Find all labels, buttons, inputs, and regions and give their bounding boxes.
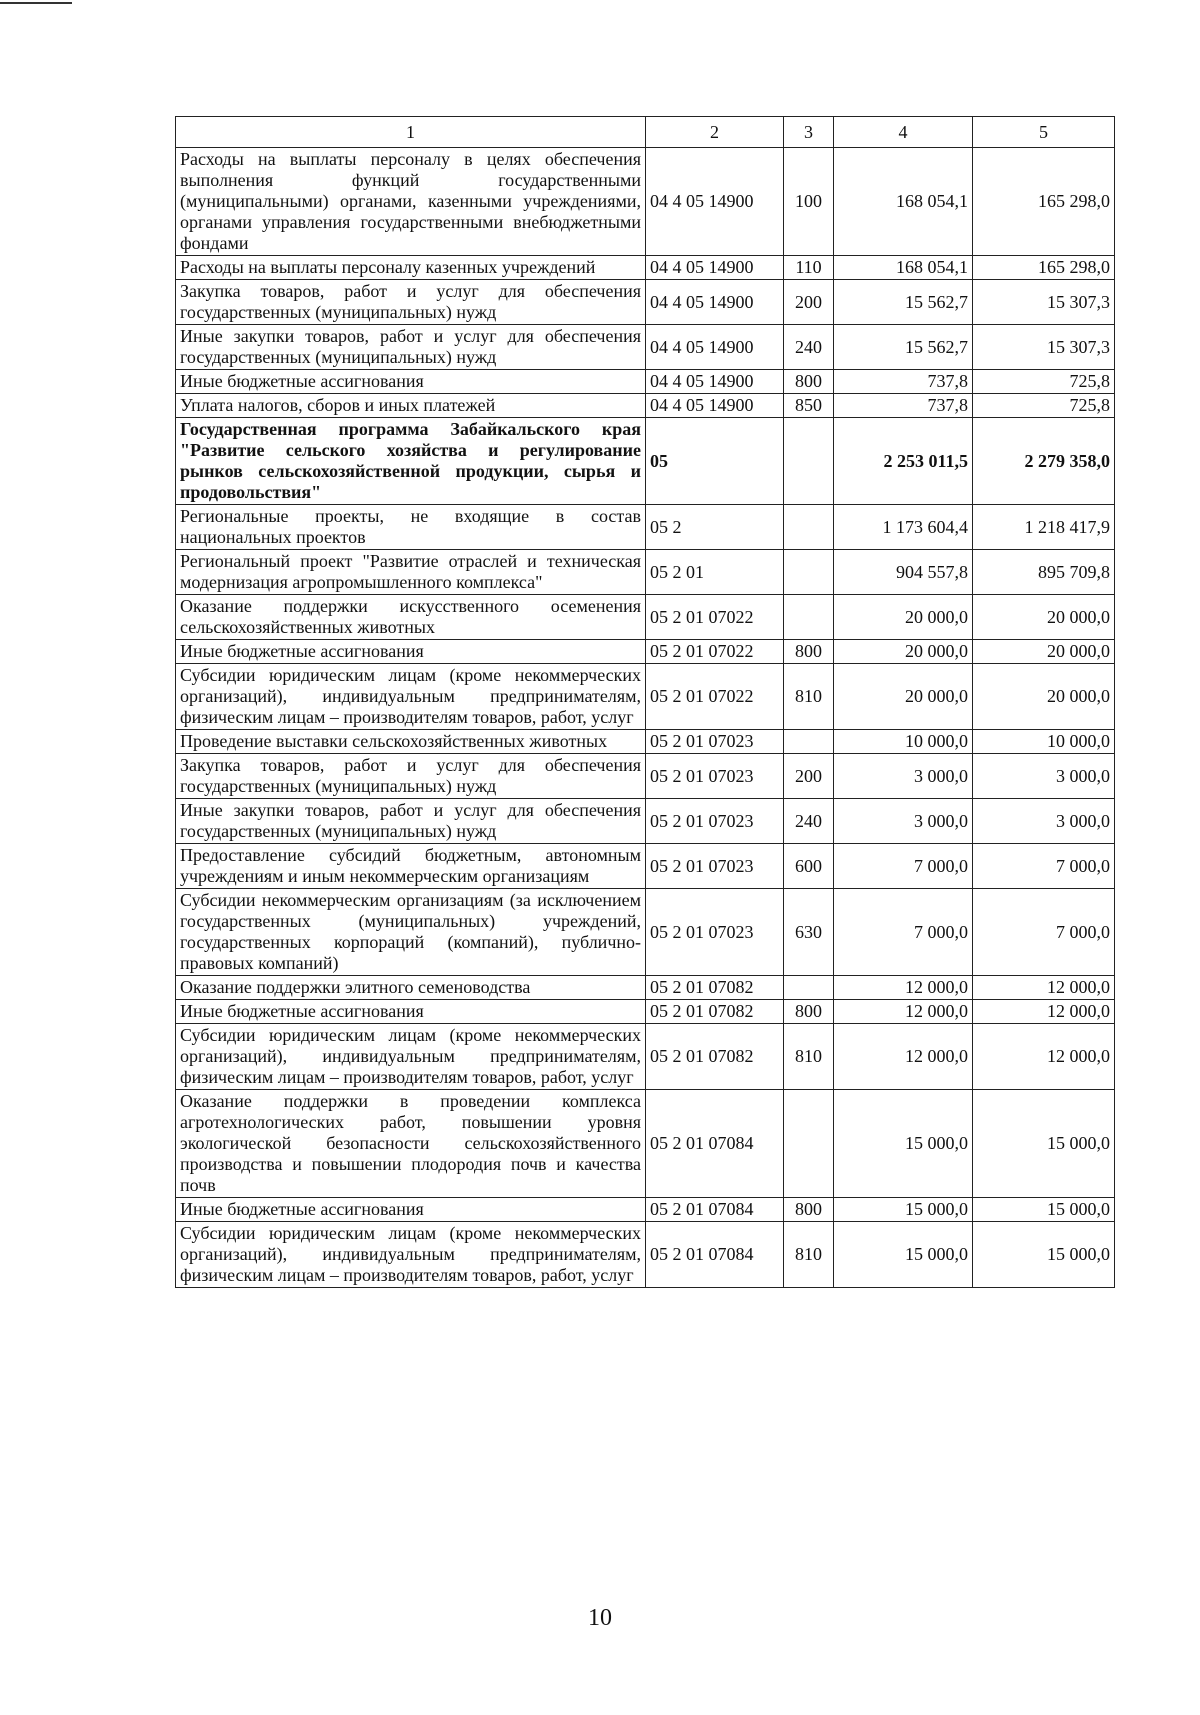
- row-expense-type-cell: [784, 730, 834, 754]
- table-row: [176, 730, 1115, 754]
- row-code-cell: 05 2 01 07084: [646, 1090, 784, 1198]
- row-expense-type-cell: 240: [784, 325, 834, 370]
- table-row: [176, 889, 1115, 976]
- row-code-cell: 05 2 01 07084: [646, 1222, 784, 1288]
- row-amount-2-cell: 12 000,0: [973, 976, 1115, 1000]
- table-row: [176, 754, 1115, 799]
- row-code-cell: 05 2 01 07023: [646, 889, 784, 976]
- row-expense-type-cell: [784, 595, 834, 640]
- row-code-cell: 04 4 05 14900: [646, 280, 784, 325]
- header-col-4: 4: [834, 117, 973, 148]
- row-expense-type-cell: 810: [784, 664, 834, 730]
- row-expense-type-cell: 200: [784, 280, 834, 325]
- row-name-cell: Оказание поддержки в проведении комплекса агротехнологических работ, повышении уровня экологической безопасности сельскохозяйственного производства и повышении плодородия почв и качества почв: [176, 1090, 646, 1198]
- table-row: [176, 280, 1115, 325]
- row-amount-2-cell: 7 000,0: [973, 889, 1115, 976]
- row-amount-1-cell: 20 000,0: [834, 664, 973, 730]
- row-amount-1-cell: 12 000,0: [834, 1000, 973, 1024]
- row-name-cell: Предоставление субсидий бюджетным, автономным учреждениям и иным некоммерческим организациям: [176, 844, 646, 889]
- row-expense-type-cell: [784, 976, 834, 1000]
- row-amount-2-cell: 12 000,0: [973, 1000, 1115, 1024]
- row-code-cell: 05 2 01 07082: [646, 1000, 784, 1024]
- row-amount-2-cell: 725,8: [973, 370, 1115, 394]
- row-name-cell: Оказание поддержки элитного семеноводства: [176, 976, 646, 1000]
- row-expense-type-cell: 630: [784, 889, 834, 976]
- row-amount-2-cell: 1 218 417,9: [973, 505, 1115, 550]
- table-row: [176, 640, 1115, 664]
- row-amount-2-cell: 12 000,0: [973, 1024, 1115, 1090]
- table-row: [176, 1000, 1115, 1024]
- row-amount-1-cell: 20 000,0: [834, 640, 973, 664]
- row-code-cell: 05 2: [646, 505, 784, 550]
- table-row: [176, 325, 1115, 370]
- row-amount-1-cell: 15 000,0: [834, 1198, 973, 1222]
- row-code-cell: 05 2 01 07082: [646, 1024, 784, 1090]
- table-row: [176, 1222, 1115, 1288]
- row-amount-2-cell: 3 000,0: [973, 754, 1115, 799]
- table-row: [176, 394, 1115, 418]
- table-row: [176, 256, 1115, 280]
- row-expense-type-cell: 240: [784, 799, 834, 844]
- row-name-cell: Иные бюджетные ассигнования: [176, 370, 646, 394]
- row-amount-2-cell: 3 000,0: [973, 799, 1115, 844]
- row-name-cell: Оказание поддержки искусственного осеменения сельскохозяйственных животных: [176, 595, 646, 640]
- row-name-cell: Иные закупки товаров, работ и услуг для обеспечения государственных (муниципальных) нужд: [176, 799, 646, 844]
- row-expense-type-cell: [784, 418, 834, 505]
- row-name-cell: Иные закупки товаров, работ и услуг для обеспечения государственных (муниципальных) нужд: [176, 325, 646, 370]
- table-row: [176, 148, 1115, 256]
- table-row: [176, 595, 1115, 640]
- header-row: [176, 117, 1115, 148]
- row-amount-2-cell: 20 000,0: [973, 595, 1115, 640]
- row-amount-2-cell: 165 298,0: [973, 148, 1115, 256]
- row-expense-type-cell: [784, 1090, 834, 1198]
- row-expense-type-cell: 600: [784, 844, 834, 889]
- row-amount-1-cell: 15 562,7: [834, 280, 973, 325]
- header-col-2: 2: [646, 117, 784, 148]
- table-row: [176, 550, 1115, 595]
- row-amount-2-cell: 895 709,8: [973, 550, 1115, 595]
- row-code-cell: 05 2 01 07084: [646, 1198, 784, 1222]
- row-name-cell: Субсидии юридическим лицам (кроме некоммерческих организаций), индивидуальным предпринимателям, физическим лицам – производителям товаров, работ, услуг: [176, 1024, 646, 1090]
- table-row: [176, 976, 1115, 1000]
- row-amount-1-cell: 7 000,0: [834, 844, 973, 889]
- row-amount-1-cell: 168 054,1: [834, 148, 973, 256]
- row-expense-type-cell: [784, 505, 834, 550]
- row-name-cell: Закупка товаров, работ и услуг для обеспечения государственных (муниципальных) нужд: [176, 280, 646, 325]
- row-name-cell: Проведение выставки сельскохозяйственных животных: [176, 730, 646, 754]
- header-col-1: 1: [176, 117, 646, 148]
- row-expense-type-cell: 800: [784, 370, 834, 394]
- row-code-cell: 05 2 01 07023: [646, 730, 784, 754]
- row-code-cell: 04 4 05 14900: [646, 256, 784, 280]
- top-rule: [0, 2, 72, 4]
- row-code-cell: 05 2 01 07023: [646, 844, 784, 889]
- row-amount-1-cell: 3 000,0: [834, 754, 973, 799]
- row-amount-2-cell: 725,8: [973, 394, 1115, 418]
- row-name-cell: Региональные проекты, не входящие в состав национальных проектов: [176, 505, 646, 550]
- table-body: [176, 148, 1115, 1288]
- row-expense-type-cell: 850: [784, 394, 834, 418]
- row-code-cell: 05 2 01 07023: [646, 799, 784, 844]
- table-row: [176, 1090, 1115, 1198]
- row-code-cell: 05 2 01 07023: [646, 754, 784, 799]
- row-amount-2-cell: 15 307,3: [973, 280, 1115, 325]
- row-name-cell: Расходы на выплаты персоналу казенных учреждений: [176, 256, 646, 280]
- table-row: [176, 1198, 1115, 1222]
- row-name-cell: Региональный проект "Развитие отраслей и техническая модернизация агропромышленного комплекса": [176, 550, 646, 595]
- row-amount-2-cell: 7 000,0: [973, 844, 1115, 889]
- row-expense-type-cell: 810: [784, 1024, 834, 1090]
- row-amount-1-cell: 15 562,7: [834, 325, 973, 370]
- row-expense-type-cell: 810: [784, 1222, 834, 1288]
- budget-table: [175, 116, 1115, 1288]
- row-expense-type-cell: 800: [784, 1000, 834, 1024]
- row-name-cell: Субсидии некоммерческим организациям (за исключением государственных (муниципальных) учреждений, государственных корпораций (компаний), публично-правовых компаний): [176, 889, 646, 976]
- row-amount-2-cell: 15 000,0: [973, 1222, 1115, 1288]
- row-name-cell: Расходы на выплаты персоналу в целях обеспечения выполнения функций государственными (муниципальными) органами, казенными учреждениями, органами управления государственными внебюджетными фондами: [176, 148, 646, 256]
- row-amount-1-cell: 2 253 011,5: [834, 418, 973, 505]
- row-amount-1-cell: 737,8: [834, 394, 973, 418]
- row-name-cell: Иные бюджетные ассигнования: [176, 640, 646, 664]
- row-name-cell: Субсидии юридическим лицам (кроме некоммерческих организаций), индивидуальным предпринимателям, физическим лицам – производителям товаров, работ, услуг: [176, 664, 646, 730]
- row-code-cell: 04 4 05 14900: [646, 394, 784, 418]
- row-name-cell: Государственная программа Забайкальского края "Развитие сельского хозяйства и регулирование рынков сельскохозяйственной продукции, сырья и продовольствия": [176, 418, 646, 505]
- row-code-cell: 05: [646, 418, 784, 505]
- page-number: 10: [588, 1605, 612, 1631]
- table-row: [176, 370, 1115, 394]
- row-code-cell: 05 2 01: [646, 550, 784, 595]
- table-row: [176, 418, 1115, 505]
- row-amount-1-cell: 3 000,0: [834, 799, 973, 844]
- row-amount-2-cell: 165 298,0: [973, 256, 1115, 280]
- table-row: [176, 799, 1115, 844]
- row-amount-1-cell: 15 000,0: [834, 1090, 973, 1198]
- row-expense-type-cell: 200: [784, 754, 834, 799]
- row-amount-1-cell: 12 000,0: [834, 976, 973, 1000]
- table-row: [176, 844, 1115, 889]
- row-code-cell: 05 2 01 07022: [646, 595, 784, 640]
- row-amount-2-cell: 10 000,0: [973, 730, 1115, 754]
- row-amount-2-cell: 15 000,0: [973, 1090, 1115, 1198]
- row-amount-2-cell: 2 279 358,0: [973, 418, 1115, 505]
- row-expense-type-cell: [784, 550, 834, 595]
- row-amount-1-cell: 20 000,0: [834, 595, 973, 640]
- table-row: [176, 664, 1115, 730]
- row-amount-1-cell: 15 000,0: [834, 1222, 973, 1288]
- row-amount-1-cell: 168 054,1: [834, 256, 973, 280]
- table-row: [176, 1024, 1115, 1090]
- row-amount-2-cell: 20 000,0: [973, 664, 1115, 730]
- row-expense-type-cell: 800: [784, 640, 834, 664]
- row-code-cell: 05 2 01 07022: [646, 664, 784, 730]
- row-name-cell: Иные бюджетные ассигнования: [176, 1000, 646, 1024]
- row-expense-type-cell: 100: [784, 148, 834, 256]
- row-code-cell: 05 2 01 07082: [646, 976, 784, 1000]
- row-name-cell: Иные бюджетные ассигнования: [176, 1198, 646, 1222]
- row-expense-type-cell: 110: [784, 256, 834, 280]
- header-col-3: 3: [784, 117, 834, 148]
- row-name-cell: Субсидии юридическим лицам (кроме некоммерческих организаций), индивидуальным предпринимателям, физическим лицам – производителям товаров, работ, услуг: [176, 1222, 646, 1288]
- table-row: [176, 505, 1115, 550]
- row-amount-1-cell: 1 173 604,4: [834, 505, 973, 550]
- row-code-cell: 05 2 01 07022: [646, 640, 784, 664]
- row-amount-1-cell: 904 557,8: [834, 550, 973, 595]
- row-amount-1-cell: 737,8: [834, 370, 973, 394]
- row-amount-2-cell: 15 307,3: [973, 325, 1115, 370]
- row-amount-1-cell: 10 000,0: [834, 730, 973, 754]
- row-expense-type-cell: 800: [784, 1198, 834, 1222]
- row-code-cell: 04 4 05 14900: [646, 325, 784, 370]
- row-name-cell: Закупка товаров, работ и услуг для обеспечения государственных (муниципальных) нужд: [176, 754, 646, 799]
- header-col-5: 5: [973, 117, 1115, 148]
- row-amount-2-cell: 20 000,0: [973, 640, 1115, 664]
- row-code-cell: 04 4 05 14900: [646, 148, 784, 256]
- row-name-cell: Уплата налогов, сборов и иных платежей: [176, 394, 646, 418]
- row-amount-2-cell: 15 000,0: [973, 1198, 1115, 1222]
- row-amount-1-cell: 7 000,0: [834, 889, 973, 976]
- row-code-cell: 04 4 05 14900: [646, 370, 784, 394]
- row-amount-1-cell: 12 000,0: [834, 1024, 973, 1090]
